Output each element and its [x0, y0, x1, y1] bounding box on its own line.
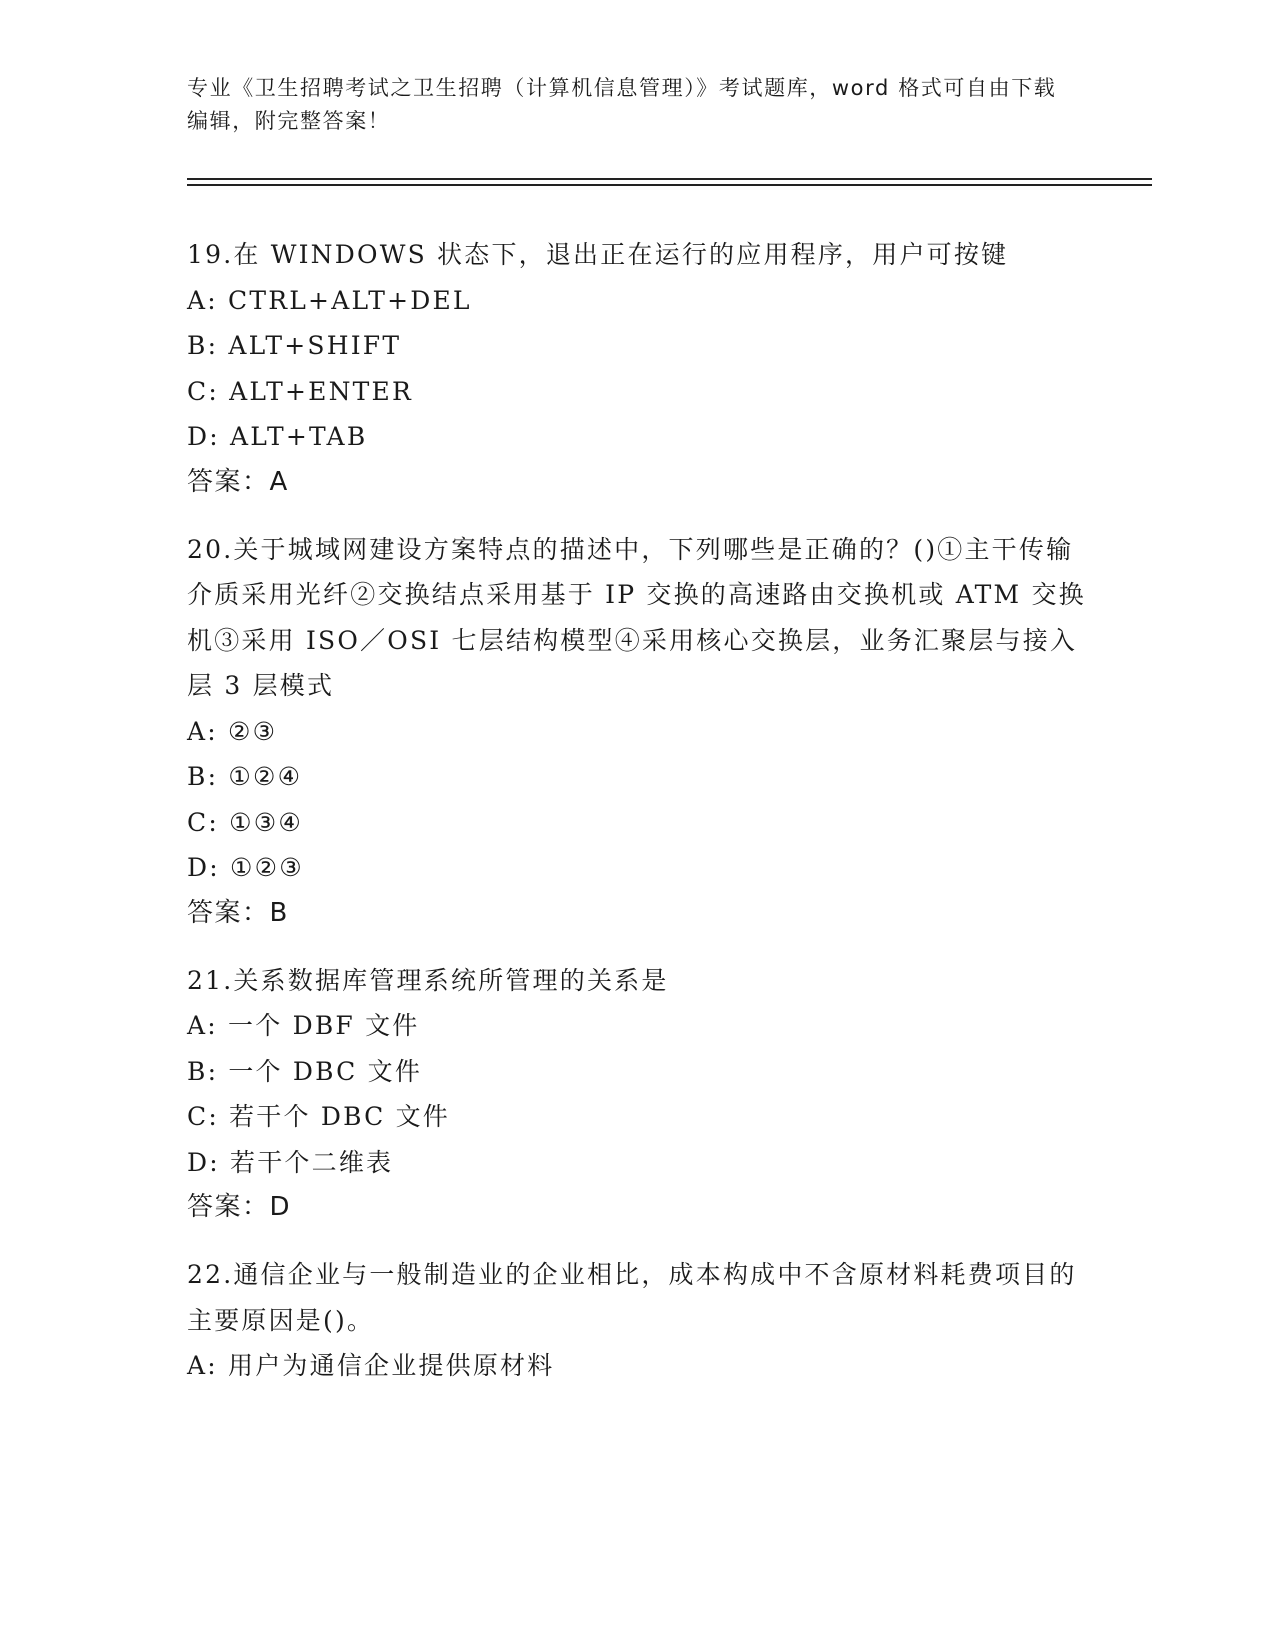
question-20 [187, 527, 1087, 936]
option-b: B: ①②④ [187, 762, 303, 791]
question-21 [187, 958, 1087, 1231]
question-stem: 19.在 WINDOWS 状态下，退出正在运行的应用程序，用户可按键 [187, 240, 1009, 269]
option-b: B: 一个 DBC 文件 [187, 1056, 423, 1086]
answer-line: 答案：B [187, 897, 289, 928]
question-19 [187, 232, 1087, 505]
option-a: A: ②③ [187, 716, 278, 746]
document-header: 专业《卫生招聘考试之卫生招聘（计算机信息管理）》考试题库，word 格式可自由下载编辑，附完整答案！ [187, 76, 1057, 133]
option-c: C: ALT+ENTER [187, 376, 414, 406]
answer-line: 答案：D [187, 1192, 292, 1222]
option-b: B: ALT+SHIFT [187, 331, 402, 360]
question-stem: 20.关于城域网建设方案特点的描述中，下列哪些是正确的？()①主干传输介质采用光纤②交换结点采用基于 IP 交换的高速路由交换机或 ATM 交换机③采用 ISO／OSI 七层结构模型④采用核心交换层，业务汇聚层与接入层 3 层模式 [187, 534, 1086, 700]
question-stem: 22.通信企业与一般制造业的企业相比，成本构成中不含原材料耗费项目的主要原因是()。 [187, 1260, 1077, 1335]
option-c: C: ①③④ [187, 807, 303, 837]
option-a: A: 用户为通信企业提供原材料 [187, 1351, 555, 1380]
question-stem: 21.关系数据库管理系统所管理的关系是 [187, 965, 669, 995]
option-d: D: 若干个二维表 [187, 1147, 394, 1177]
header-divider-bottom [187, 184, 1152, 186]
header-divider-top [187, 178, 1152, 180]
option-d: D: ①②③ [187, 853, 304, 882]
option-d: D: ALT+TAB [187, 422, 368, 451]
option-a: A: 一个 DBF 文件 [187, 1011, 420, 1040]
answer-line: 答案：A [187, 466, 289, 497]
option-a: A: CTRL+ALT+DEL [187, 285, 472, 315]
question-list [187, 232, 1087, 1411]
question-22 [187, 1252, 1087, 1389]
option-c: C: 若干个 DBC 文件 [187, 1102, 450, 1131]
